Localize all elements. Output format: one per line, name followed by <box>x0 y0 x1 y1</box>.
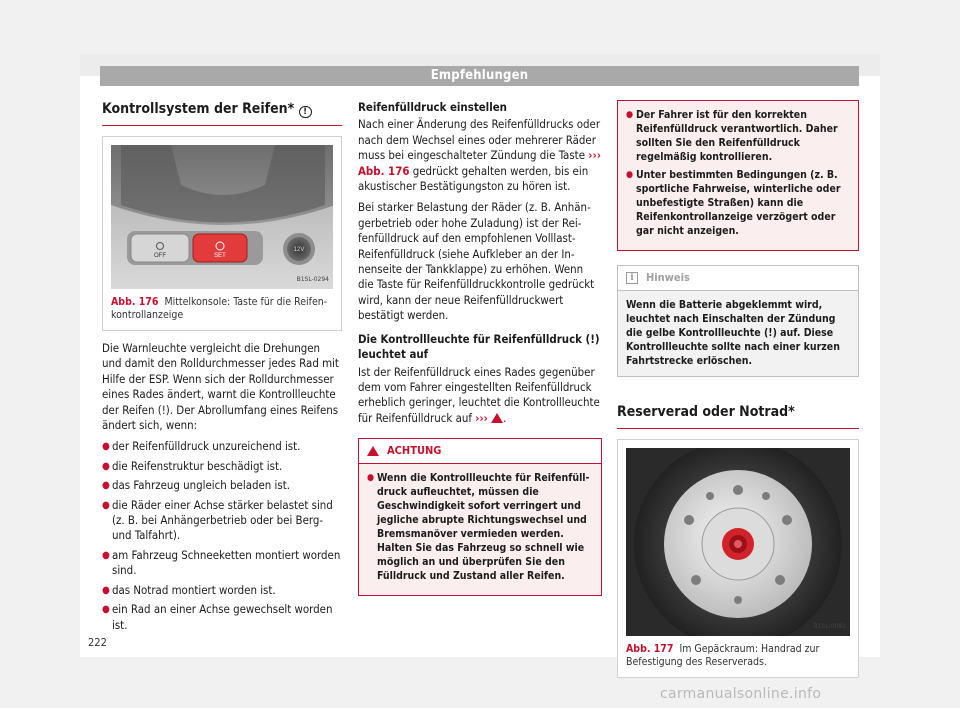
figure-number: Abb. 176 <box>111 296 159 308</box>
watermark: carmanualsonline.info <box>660 686 822 702</box>
list-item: ● ein Rad an einer Achse gewechselt worden ist. <box>102 602 333 632</box>
causes-list <box>102 439 342 632</box>
list-item: ● die Reifenstruktur beschädigt ist. <box>102 458 283 473</box>
warning-light-paragraph: Ist der Reifenfülldruck eines Rades gegenüber dem vom Fahrer eingestellten Reifenfülldruck erheblich geringer, leuchtet die Kontrollleuchte für Reifenfülldruck auf ››› . <box>358 364 600 425</box>
center-console-illustration <box>111 145 333 289</box>
warning-box <box>358 438 602 596</box>
list-item: ● die Räder einer Achse stärker belastet sind (z. B. bei Anhängerbetrieb oder bei Berg- und Talfahrt). <box>102 497 333 543</box>
warning-light-heading: Die Kontrollleuchte für Reifenfülldruck (!) leuchtet auf <box>358 331 600 362</box>
tpms-set-label: SET <box>214 253 226 259</box>
warning-triangle-icon <box>367 446 379 456</box>
note-box-header <box>618 266 858 291</box>
figure-code: B1SL-0294 <box>296 275 329 283</box>
list-item: ● der Reifenfülldruck unzureichend ist. <box>102 439 301 454</box>
center-console-image <box>111 145 333 289</box>
warning-triangle-icon <box>491 413 503 423</box>
socket-12v-label: 12V <box>293 247 305 253</box>
figure-reference-link[interactable]: ››› Abb. 176 <box>358 148 601 178</box>
list-item: ● am Fahrzeug Schneeketten montiert worden sind. <box>102 547 341 578</box>
middle-column <box>358 100 602 596</box>
warning-box-continued-body <box>618 101 858 250</box>
spare-wheel-illustration <box>626 448 850 636</box>
figure-176-caption <box>103 289 341 330</box>
section-title-spare-wheel: Reserverad oder Notrad* <box>617 403 859 429</box>
figure-177 <box>617 439 859 678</box>
info-icon: i <box>626 272 638 284</box>
warning-label: ACHTUNG <box>387 444 442 458</box>
section-title-tire-control <box>102 100 342 126</box>
left-column <box>102 100 342 637</box>
tire-pressure-warning-icon: ! <box>299 106 312 118</box>
spare-wheel-image <box>626 448 850 636</box>
warning-box-header <box>359 439 601 464</box>
figure-176 <box>102 136 342 331</box>
adjust-pressure-paragraph: Nach einer Änderung des Reifenfülldrucks oder nach dem Wechsel eines oder mehrerer Räder muss bei eingeschalteter Zündung die Taste ››› Abb. 176 gedrückt gehalten werden, bis ein akustischer Bestätigungston zu hören ist. <box>358 117 601 194</box>
list-item: ● Unter bestimmten Bedingungen (z. B. sportliche Fahrweise, winterliche oder unbefestigte Straßen) kann die Reifenkontrollanzeige verzögert oder gar nicht anzeigen. <box>626 169 841 237</box>
right-column <box>617 100 859 678</box>
list-item: ● Der Fahrer ist für den korrekten Reifenfülldruck verantwortlich. Daher sollten Sie den Reifenfülldruck regelmäßig kontrollieren. <box>626 109 838 163</box>
note-box <box>617 265 859 377</box>
list-item: ● das Notrad montiert worden ist. <box>102 582 276 597</box>
section-header: Empfehlungen <box>100 66 859 86</box>
note-label: Hinweis <box>646 271 690 284</box>
intro-paragraph: Die Warnleuchte vergleicht die Drehungen und damit den Rolldurchmesser jedes Rad mit Hilfe der ESP. Wenn sich der Rolldurchmesser eines Rades ändert, warnt die Kontrollleuchte der Reifen (!). Der Abrollumfang eines Reifens ändert sich, wenn: <box>102 341 339 433</box>
figure-number: Abb. 177 <box>626 643 674 655</box>
adjust-pressure-heading: Reifenfülldruck einstellen <box>358 100 507 114</box>
esp-off-label: OFF <box>154 253 166 259</box>
list-item: ● das Fahrzeug ungleich beladen ist. <box>102 478 291 493</box>
list-item: ● Wenn die Kontrollleuchte für Reifenfülldruck aufleuchtet, müssen die Geschwindigkeit sofort verringert und jegliche abrupte Richtungswechsel und Bremsmanöver vermieden werden. Halten Sie das Fahrzeug so schnell wie möglich an und überprüfen Sie den Fülldruck und Zustand aller Reifen. <box>367 472 590 583</box>
warning-box-body <box>359 464 601 595</box>
figure-177-caption <box>618 636 858 677</box>
figure-caption-text: Im Gepäckraum: Handrad zur Befestigung des Reserverads. <box>626 643 820 668</box>
section-title-text: Kontrollsystem der Reifen* <box>102 101 295 117</box>
note-text: Wenn die Batterie abgeklemmt wird, leuchtet nach Einschalten der Zündung die gelbe Kontrollleuchte (!) auf. Diese Kontrollleuchte sollte nach einer kurzen Fahrtstrecke erlöschen. <box>626 299 840 367</box>
page-number: 222 <box>88 636 107 649</box>
warning-box-continued <box>617 100 859 251</box>
load-paragraph: Bei starker Belastung der Räder (z. B. Anhängerbetrieb oder hohe Zuladung) ist der Reifenfülldruck auf den empfohlenen Volllast-Reifenfülldruck (siehe Aufkleber an der Innenseite der Tankklappe) zu erhöhen. Wenn die Taste für Reifenfülldruckkontrolle gedrückt wird, kann der neue Reifenfülldruckwert bestätigt werden. <box>358 200 595 323</box>
figure-code: B1SL-0081 <box>813 622 846 630</box>
warning-reference-link[interactable]: ››› <box>475 410 488 425</box>
figure-caption-text: Mittelkonsole: Taste für die Reifenkontrollanzeige <box>111 296 328 321</box>
